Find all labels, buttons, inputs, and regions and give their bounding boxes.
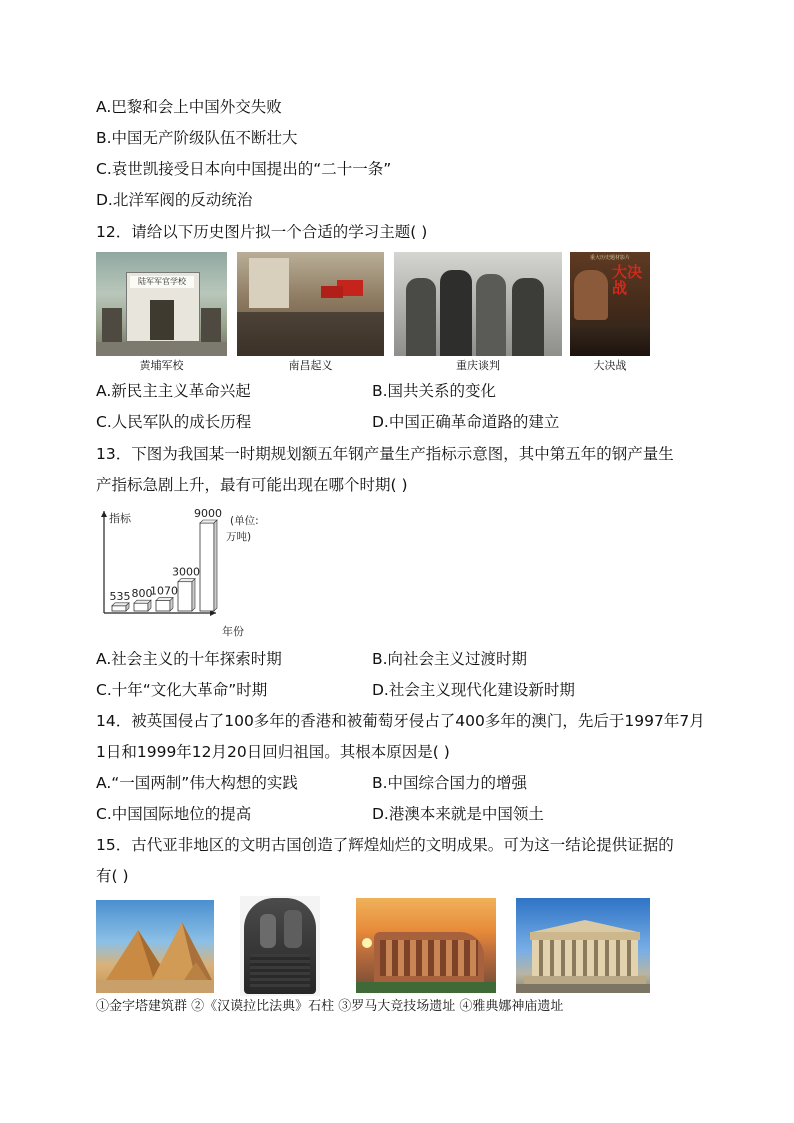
q14-stem-line1: 14．被英国侵占了100多年的香港和被葡萄牙侵占了400多年的澳门，先后于1997年7月	[96, 712, 705, 730]
q15-stem-line2: 有( )	[96, 867, 129, 885]
bar-4	[178, 582, 192, 611]
q14-option-b: B.中国综合国力的增强	[372, 774, 528, 792]
x-axis-label: 年份	[222, 625, 244, 638]
q12-stem: 12．请给以下历史图片拟一个合适的学习主题( )	[96, 223, 428, 241]
parthenon-photo	[516, 898, 650, 993]
q12-option-b: B.国共关系的变化	[372, 382, 497, 400]
q12-option-c: C.人民军队的成长历程	[96, 413, 252, 431]
caption-whampoa: 黄埔军校	[139, 359, 184, 372]
bar-value-label-5: 9000	[194, 507, 222, 520]
bar-side-5	[214, 520, 217, 611]
q13-stem-line1: 13．下图为我国某一时期规划额五年钢产量生产指标示意图，其中第五年的钢产量生	[96, 445, 674, 463]
caption-nanchang: 南昌起义	[288, 359, 333, 372]
bar-side-4	[192, 579, 195, 611]
q12-option-a: A.新民主主义革命兴起	[96, 382, 251, 400]
bar-2	[134, 603, 148, 611]
y-axis-arrow	[101, 511, 107, 517]
bar-3	[156, 601, 170, 611]
q14-option-c: C.中国国际地位的提高	[96, 805, 252, 823]
q13-option-d: D.社会主义现代化建设新时期	[372, 681, 575, 699]
q12-option-d: D.中国正确革命道路的建立	[372, 413, 560, 431]
bar-value-label-1: 535	[109, 589, 131, 603]
decisive-engagement-poster	[570, 252, 650, 356]
q13-option-b: B.向社会主义过渡时期	[372, 650, 528, 668]
q13-stem-line2: 产指标急剧上升，最有可能出现在哪个时期( )	[96, 476, 408, 494]
bar-5	[200, 523, 214, 611]
bar-1	[112, 606, 126, 611]
q14-stem-line2: 1日和1999年12月20日回归祖国。其根本原因是( )	[96, 743, 450, 761]
steel-target-chart	[96, 505, 286, 645]
q11-option-b: B.中国无产阶级队伍不断壮大	[96, 129, 298, 147]
y-axis-label: 指标	[109, 512, 131, 525]
poster-subtitle: 重大历史题材影片	[589, 255, 630, 261]
unit-label-line2: 万吨)	[226, 531, 252, 543]
q13-option-a: A.社会主义的十年探索时期	[96, 650, 282, 668]
nanchang-uprising-painting	[237, 252, 384, 356]
caption-decisive: 大决战	[593, 359, 627, 372]
pyramids-photo	[96, 900, 214, 993]
bar-value-label-2: 800	[131, 587, 153, 601]
hammurabi-stele-photo	[240, 896, 320, 996]
bar-value-label-4: 3000	[172, 565, 200, 579]
colosseum-photo	[356, 898, 496, 993]
q14-option-a: A.“一国两制”伟大构想的实践	[96, 774, 298, 792]
q15-caption: ①金字塔建筑群 ②《汉谟拉比法典》石柱 ③罗马大竞技场遗址 ④雅典娜神庙遗址	[96, 999, 564, 1014]
caption-chongqing: 重庆谈判	[456, 359, 500, 372]
q15-stem-line1: 15．古代亚非地区的文明古国创造了辉煌灿烂的文明成果。可为这一结论提供证据的	[96, 836, 674, 854]
chongqing-negotiation-photo	[394, 252, 562, 356]
bar-value-label-3: 1070	[150, 584, 178, 598]
poster-title: 大决战	[612, 263, 643, 297]
q14-option-d: D.港澳本来就是中国领土	[372, 805, 544, 823]
whampoa-sign: 陆军军官学校	[130, 276, 194, 288]
q13-option-c: C.十年“文化大革命”时期	[96, 681, 268, 699]
pyramids-drawing	[96, 900, 214, 993]
whampoa-academy-photo	[96, 252, 227, 356]
q11-option-a: A.巴黎和会上中国外交失败	[96, 98, 282, 116]
q11-option-d: D.北洋军阀的反动统治	[96, 191, 253, 209]
unit-label-line1: (单位:	[230, 515, 259, 527]
q11-option-c: C.袁世凯接受日本向中国提出的“二十一条”	[96, 160, 392, 178]
